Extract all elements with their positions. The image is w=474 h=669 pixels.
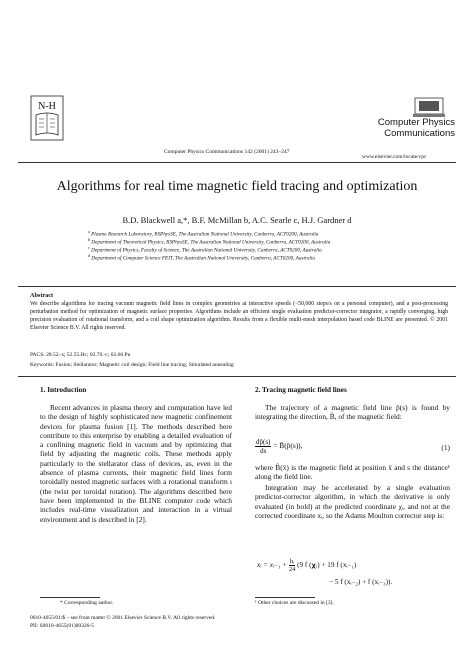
section-2-heading: 2. Tracing magnetic field lines: [255, 386, 347, 394]
section-2-para1: The trajectory of a magnetic field line p̄(s) is found by integrating the direction, B̂, of the magnetic field:: [255, 403, 450, 422]
journal-url[interactable]: www.elsevier.com/locate/cpc: [362, 154, 427, 160]
issn-line: 0010-4655/01/$ – see front matter © 2001 Elsevier Science B.V. All rights reserved.: [30, 615, 216, 621]
section-2-para3: Integration may be accelerated by a single evaluation predictor-corrector algorithm, in which the derivative is only evaluated (in bold) at the predicted coordinate χᵢ, and not at the corrected coordinate xᵢ, so the Adams Moulton corrector step is:: [255, 483, 450, 520]
header-divider: [18, 162, 456, 163]
affiliation-b: $^b$ Department of Theoretical Physics, RSPhysSE, The Australian National University, Canberra, ACT0200, Australia: [88, 237, 331, 246]
abstract-bottom-divider: [18, 376, 456, 377]
right-footnote-rule: [255, 597, 315, 598]
equation-1-number: (1): [441, 443, 450, 452]
abstract-top-divider: [18, 286, 456, 287]
section-2-para2: where B̂(x̄) is the magnetic field at position x̄ and s the distance¹ along the field line.: [255, 463, 450, 482]
equation-1: $\frac{dp̄(s)}{ds}$ = B̂(p̄(s)), (1): [256, 438, 450, 455]
section-1-body: Recent advances in plasma theory and computation have led to the design of highly sophisticated new magnetic confinement devices for plasma fusion [1]. The methods described here contribute to this enterprise by enabling a detailed evaluation of a confining magnetic field in vacuum and by optimizing that field by adjusting the magnetic coils. These methods apply particularly to the stellarator class of devices, as, even in the absence of plasma currents, their magnetic field lines form toroidally nested magnetic surfaces with a rotational transform ι (the twist per toroidal rotation). The algorithms described here have been implemented in the BLINE computer code which includes real-time visualization and interaction in a virtual environment and is described in [2].: [40, 403, 232, 524]
keywords: Keywords: Fusion; Stellarator; Magnetic coil design; Field line tracing; Simulated annealing: [30, 362, 234, 368]
journal-logo-icon: [412, 96, 446, 118]
affiliation-c: $^c$ Department of Physics, Faculty of Science, The Australian National University, Canberra, ACT0200, Australia: [88, 245, 322, 254]
pii-line: PII: S0010-4655(01)00326-5: [30, 623, 95, 629]
article-authors: B.D. Blackwell a,*, B.F. McMillan b, A.C. Searle c, H.J. Gardner d: [122, 215, 352, 225]
equation-2: xᵢ = xᵢ₋₁ + $\frac{\text{hᵢ}}{24}$ (9 f (𝛘ᵢ) + 19 f (xᵢ₋₁) − 5 f (xᵢ₋₂) + f (xᵢ₋₃)).: [257, 558, 393, 586]
corresponding-author-note: * Corresponding author.: [60, 600, 114, 606]
footnote-1: ¹ Other choices are discussed in [3].: [255, 600, 334, 606]
affiliation-d: $^d$ Department of Computer Science FEIT, The Australian National University, Canberra, ACT0200, Australia: [88, 253, 315, 262]
affiliation-a: $^a$ Plasma Research Laboratory, RSPhysSE, The Australian National University, Canberra, ACT0200, Australia: [88, 229, 319, 238]
journal-name: Computer Physics Communications: [377, 117, 455, 139]
left-footnote-rule: [40, 597, 100, 598]
article-title: Algorithms for real time magnetic field tracing and optimization: [56, 179, 418, 194]
section-1-heading: 1. Introduction: [40, 386, 87, 394]
journal-citation: Computer Physics Communications 142 (2001) 243–247: [164, 149, 290, 155]
abstract-body: We describe algorithms for tracing vacuum magnetic field lines in complex geometries at interactive speeds (~50,000 steps/s on a personal computer), and a post-processing perturbation method for optimization of magnetic surface properties. Algorithms include an efficient single evaluation predictor-corrector integrator, a rapidly converging, high precision evaluation of rotational transform, and a coil shape optimization algorithm. Results from a flexible multi-mesh interpolation based code BLINE are presented. © 2001 Elsevier Science B.V. All rights reserved.: [30, 301, 448, 331]
pacs-codes: PACS: 28.52.-s; 52.55.Hc; 02.70.-c; 02.60.Pn: [30, 352, 131, 358]
abstract-heading: Abstract: [30, 292, 54, 299]
publisher-logo-icon: [30, 95, 64, 141]
svg-text:N-H: N-H: [38, 101, 56, 112]
